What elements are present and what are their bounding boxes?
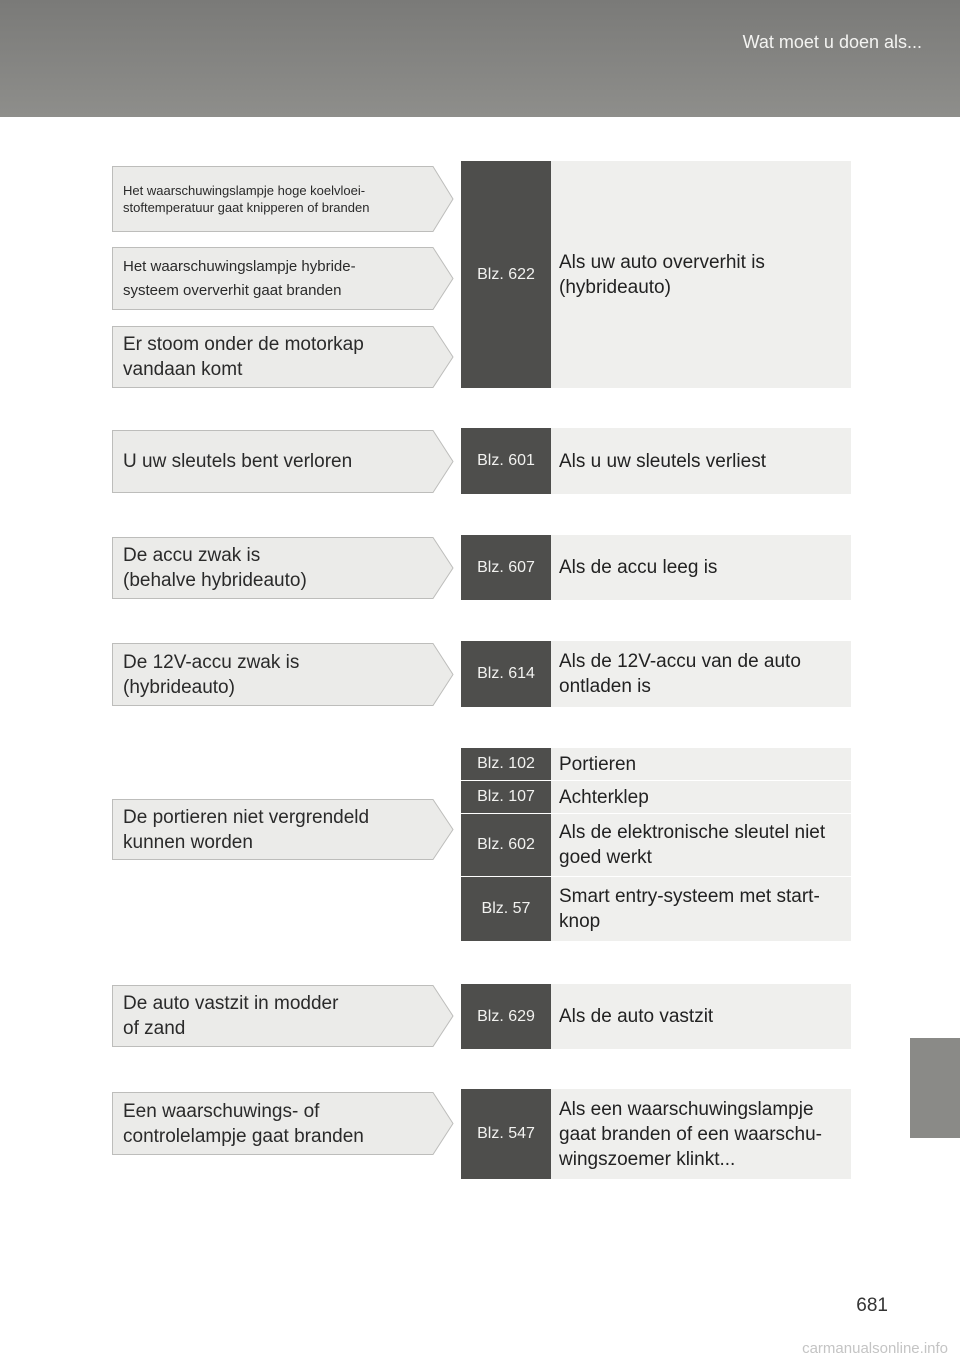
- situation-line: vandaan komt: [123, 359, 243, 380]
- description-line: Als u uw sleutels verliest: [559, 450, 766, 472]
- description-line: Als een waarschuwingslampje: [559, 1098, 814, 1120]
- page-reference[interactable]: Blz. 57: [461, 877, 551, 941]
- situation-line: Er stoom onder de motorkap: [123, 334, 364, 355]
- situation-text: [123, 166, 426, 232]
- reference-description: [551, 161, 851, 388]
- page-reference[interactable]: Blz. 614: [461, 641, 551, 707]
- situation-line: Het waarschuwingslampje hoge koelvloei-: [123, 183, 366, 198]
- description-line: ontladen is: [559, 676, 651, 697]
- page-title: Wat moet u doen als...: [742, 32, 922, 52]
- description-line: Portieren: [559, 753, 637, 775]
- situation-text: [123, 799, 426, 860]
- situation-box: [112, 537, 454, 599]
- situation-box: [112, 985, 454, 1047]
- situation-line: De portieren niet vergrendeld: [123, 806, 370, 828]
- description-line: Als uw auto oververhit is: [559, 251, 765, 273]
- situation-text: [123, 985, 426, 1047]
- situation-line: controlelampje gaat branden: [123, 1125, 364, 1147]
- situation-line: De auto vastzit in modder: [123, 993, 339, 1014]
- description-line: Als de elektronische sleutel niet: [559, 822, 826, 843]
- reference-description: [551, 748, 851, 780]
- reference-description: [551, 781, 851, 813]
- page-header: [0, 0, 960, 117]
- situation-box: [112, 1092, 454, 1155]
- page-reference[interactable]: Blz. 602: [461, 814, 551, 876]
- description-line: Achterklep: [559, 786, 649, 808]
- situation-box: [112, 326, 454, 388]
- page-reference[interactable]: Blz. 629: [461, 984, 551, 1049]
- situation-text: [123, 1092, 426, 1155]
- page-reference[interactable]: Blz. 107: [461, 781, 551, 813]
- reference-description: [551, 641, 851, 707]
- page-reference[interactable]: Blz. 102: [461, 748, 551, 780]
- description-line: Smart entry-systeem met start-: [559, 886, 820, 907]
- description-line: Als de accu leeg is: [559, 557, 718, 578]
- situation-line: (behalve hybrideauto): [123, 570, 307, 591]
- situation-line: Een waarschuwings- of: [123, 1100, 320, 1122]
- description-line: Als de 12V-accu van de auto: [559, 651, 801, 672]
- section-tab: [910, 1038, 960, 1138]
- situation-box: [112, 430, 454, 493]
- description-line: gaat branden of een waarschu-: [559, 1123, 823, 1145]
- situation-box: [112, 166, 454, 232]
- page-reference[interactable]: Blz. 601: [461, 428, 551, 494]
- description-line: wingszoemer klinkt...: [559, 1148, 736, 1170]
- situation-line: kunnen worden: [123, 831, 253, 853]
- description-line: (hybrideauto): [559, 276, 671, 298]
- situation-line: Het waarschuwingslampje hybride-: [123, 257, 356, 275]
- situation-text: [123, 430, 426, 493]
- reference-description: [551, 428, 851, 494]
- situation-line: (hybrideauto): [123, 676, 235, 698]
- situation-line: systeem oververhit gaat branden: [123, 281, 342, 299]
- reference-description: [551, 877, 851, 941]
- reference-description: [551, 1089, 851, 1179]
- reference-description: [551, 984, 851, 1049]
- description-line: goed werkt: [559, 847, 652, 868]
- situation-box: [112, 799, 454, 860]
- situation-line: of zand: [123, 1018, 186, 1039]
- situation-line: U uw sleutels bent verloren: [123, 451, 353, 472]
- situation-text: [123, 247, 426, 310]
- situation-text: [123, 537, 426, 599]
- description-line: Als de auto vastzit: [559, 1006, 714, 1027]
- situation-box: [112, 643, 454, 706]
- page-reference[interactable]: Blz. 622: [461, 161, 551, 388]
- description-line: knop: [559, 911, 601, 932]
- situation-text: [123, 326, 426, 388]
- page-number: 681: [856, 1295, 888, 1316]
- reference-description: [551, 535, 851, 600]
- situation-line: stoftemperatuur gaat knipperen of branden: [123, 200, 370, 215]
- situation-box: [112, 247, 454, 310]
- situation-line: De accu zwak is: [123, 545, 261, 566]
- situation-text: [123, 643, 426, 706]
- page-reference[interactable]: Blz. 547: [461, 1089, 551, 1179]
- page-reference[interactable]: Blz. 607: [461, 535, 551, 600]
- watermark: carmanualsonline.info: [802, 1340, 948, 1357]
- situation-line: De 12V-accu zwak is: [123, 651, 300, 673]
- reference-description: [551, 814, 851, 876]
